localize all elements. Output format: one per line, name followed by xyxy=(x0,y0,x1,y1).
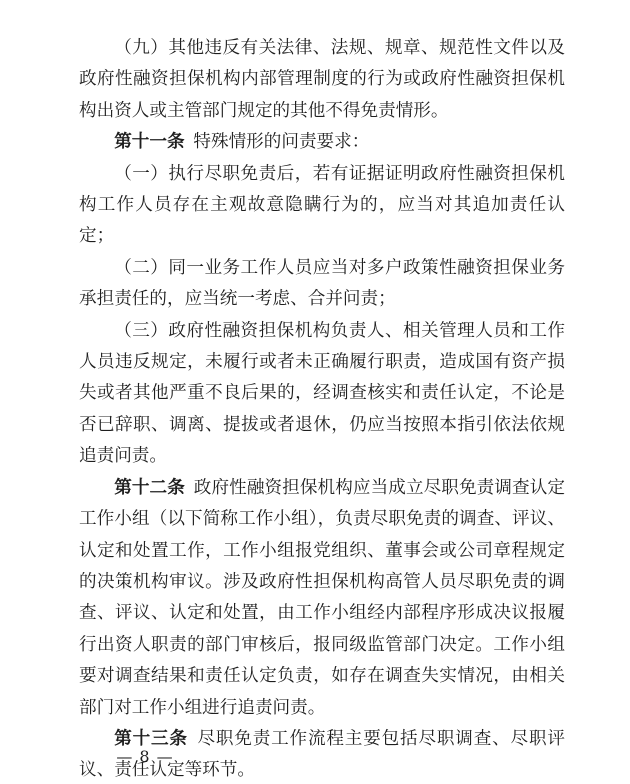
article-heading: 第十一条 xyxy=(114,132,185,153)
article-heading: 第十三条 xyxy=(114,728,188,749)
document-body xyxy=(79,33,565,784)
paragraph-text: 政府性融资担保机构应当成立尽职免责调查认定工作小组（以下简称工作小组），负责尽职免责的调查、评议、认定和处置工作，工作小组报党组织、董事会或公司章程规定的决策机构审议。涉及政府性担保机构高管人员尽职免责的调查、评议、认定和处置，由工作小组经内部程序形成决议报履行出资人职责的部门审核后，报同级监管部门决定。工作小组要对调查结果和责任认定负责，如存在调查失实情况，由相关部门对工作小组进行追责问责。 xyxy=(79,477,565,718)
paragraph-text: （二）同一业务工作人员应当对多户政策性融资担保业务承担责任的，应当统一考虑、合并问责； xyxy=(79,257,565,310)
paragraph-text: （一）执行尽职免责后，若有证据证明政府性融资担保机构工作人员存在主观故意隐瞒行为的，应当对其追加责任认定； xyxy=(79,163,565,247)
paragraph-text: （三）政府性融资担保机构负责人、相关管理人员和工作人员违反规定，未履行或者未正确履行职责，造成国有资产损失或者其他严重不良后果的，经调查核实和责任认定，不论是否已辞职、调离、提拔或者退休，仍应当按照本指引依法依规追责问责。 xyxy=(79,320,565,467)
article-heading: 第十二条 xyxy=(114,477,185,498)
paragraph-text: 尽职免责工作流程主要包括尽职调查、尽职评议、责任认定等环节。 xyxy=(79,728,565,781)
paragraph-text: （九）其他违反有关法律、法规、规章、规范性文件以及政府性融资担保机构内部管理制度的行为或政府性融资担保机构出资人或主管部门规定的其他不得免责情形。 xyxy=(79,38,565,121)
paragraph-text: 特殊情形的问责要求： xyxy=(193,132,370,153)
article-12 xyxy=(79,473,565,724)
paragraph-item-3 xyxy=(79,316,565,473)
paragraph-item-9 xyxy=(79,33,565,127)
page-number: — 8 — xyxy=(116,747,174,766)
paragraph-item-2 xyxy=(79,253,565,316)
paragraph-item-1 xyxy=(79,159,565,253)
article-11 xyxy=(79,127,565,158)
